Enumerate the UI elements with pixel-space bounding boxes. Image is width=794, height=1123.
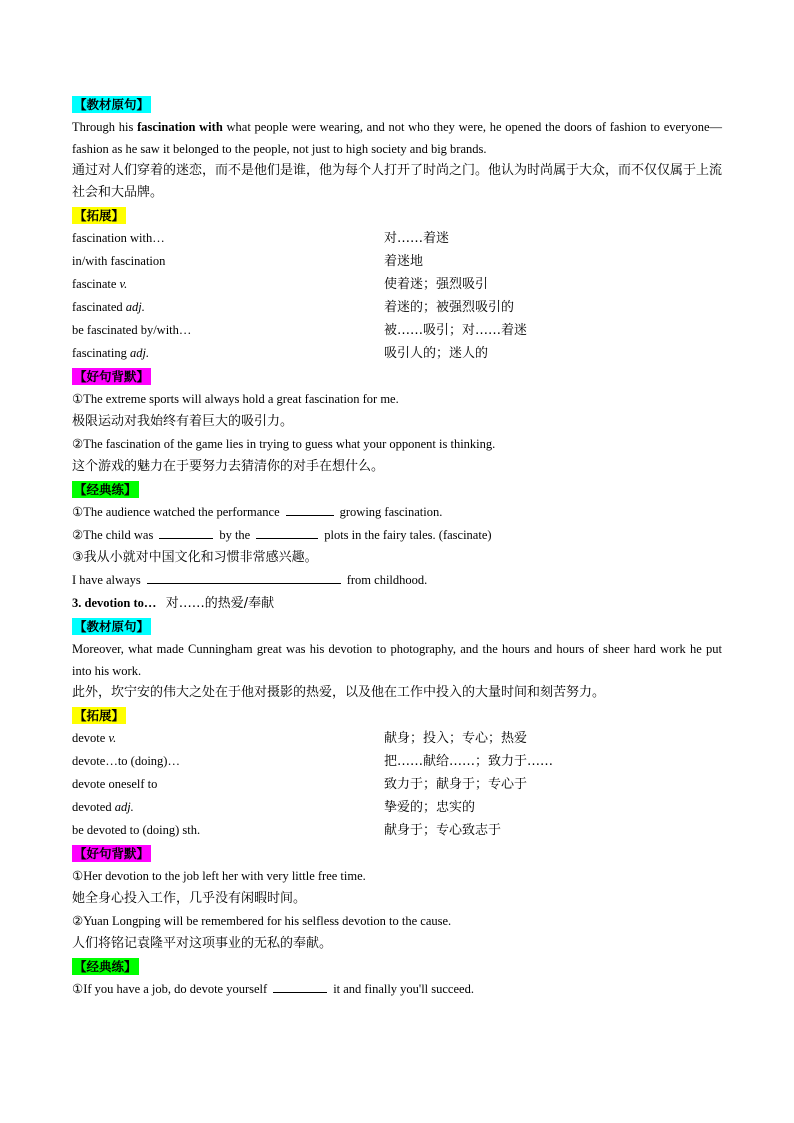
good-sentence-cn: 这个游戏的魅力在于要努力去猜清你的对手在想什么。 (72, 459, 385, 474)
expand-phrase: fascinating adj. (72, 346, 150, 360)
expand-row (72, 796, 722, 819)
tag-expand: 【拓展】 (74, 208, 125, 223)
practice-item: ②The child was by the plots in the fairy tales. (fascinate) (72, 524, 722, 547)
expand-meaning: 献身于；专心致志于 (384, 823, 502, 838)
expand-meaning: 对……着迷 (384, 231, 450, 246)
good-sentence-en: ②Yuan Longping will be remembered for his selfless devotion to the cause. (72, 914, 452, 928)
source-sentence-cn: 此外，坎宁安的伟大之处在于他对摄影的热爱，以及他在工作中投入的大量时间和刻苦努力。 (72, 685, 606, 700)
answer-blank[interactable] (256, 524, 318, 539)
expand-meaning: 献身；投入；专心；热爱 (384, 731, 528, 746)
expand-row (72, 342, 722, 365)
expand-meaning: 把……献给……；致力于…… (384, 754, 554, 769)
expand-row (72, 227, 722, 250)
tag-source-sentence: 【教材原句】 (74, 97, 150, 112)
expand-row (72, 819, 722, 842)
expand-phrase: devoted adj. (72, 800, 134, 814)
practice-item: ①If you have a job, do devote yourself it and finally you'll succeed. (72, 978, 722, 1001)
good-sentence-en: ①Her devotion to the job left her with very little free time. (72, 869, 366, 883)
answer-blank[interactable] (286, 501, 334, 516)
expand-meaning: 着迷的；被强烈吸引的 (384, 300, 515, 315)
expand-row (72, 727, 722, 750)
practice-item-cn: ③我从小就对中国文化和习惯非常感兴趣。 (72, 550, 318, 565)
expand-row (72, 250, 722, 273)
expand-phrase: fascination with… (72, 231, 165, 245)
answer-blank[interactable] (273, 978, 327, 993)
expand-row (72, 773, 722, 796)
good-sentence-cn: 她全身心投入工作，几乎没有闲暇时间。 (72, 891, 307, 906)
answer-blank[interactable] (159, 524, 213, 539)
expand-phrase: fascinated adj. (72, 300, 145, 314)
expand-phrase: devote oneself to (72, 777, 158, 791)
expand-row (72, 273, 722, 296)
good-sentence-en: ①The extreme sports will always hold a great fascination for me. (72, 392, 399, 406)
expand-phrase: fascinate v. (72, 277, 128, 291)
tag-expand: 【拓展】 (74, 708, 125, 723)
section-heading: 3. devotion to… 对……的热爱/奉献 (72, 596, 275, 611)
expand-phrase: be fascinated by/with… (72, 323, 192, 337)
tag-source-sentence: 【教材原句】 (74, 619, 150, 634)
expand-phrase: devote v. (72, 731, 117, 745)
expand-meaning: 致力于；献身于；专心于 (384, 777, 528, 792)
expand-phrase: devote…to (doing)… (72, 754, 180, 768)
tag-good-sentences: 【好句背默】 (74, 369, 150, 384)
expand-meaning: 挚爱的；忠实的 (384, 800, 476, 815)
expand-phrase: in/with fascination (72, 254, 166, 268)
expand-list (72, 727, 722, 842)
good-sentence-cn: 人们将铭记袁隆平对这项事业的无私的奉献。 (72, 936, 333, 951)
tag-practice: 【经典练】 (74, 482, 137, 497)
source-sentence-en: Moreover, what made Cunningham great was his devotion to photography, and the hours and hours of sheer hard work he put into his work. (72, 642, 722, 678)
expand-meaning: 着迷地 (384, 254, 424, 269)
good-sentence-cn: 极限运动对我始终有着巨大的吸引力。 (72, 414, 294, 429)
expand-row (72, 296, 722, 319)
expand-meaning: 使着迷；强烈吸引 (384, 277, 489, 292)
source-sentence-cn: 通过对人们穿着的迷恋，而不是他们是谁，他为每个人打开了时尚之门。他认为时尚属于大众，而不仅仅属于上流社会和大品牌。 (72, 163, 723, 200)
document-page (72, 93, 722, 1001)
tag-practice: 【经典练】 (74, 959, 137, 974)
expand-meaning: 被……吸引；对……着迷 (384, 323, 528, 338)
practice-item: ①The audience watched the performance growing fascination. (72, 501, 722, 524)
source-sentence-en: Through his fascination with what people were wearing, and not who they were, he opened the doors of fashion to everyone—fashion as he saw it belonged to the people, not just to high society and big brands. (72, 120, 723, 156)
expand-phrase: be devoted to (doing) sth. (72, 823, 201, 837)
expand-row (72, 319, 722, 342)
expand-row (72, 750, 722, 773)
expand-meaning: 吸引人的；迷人的 (384, 346, 489, 361)
answer-blank[interactable] (147, 569, 341, 584)
tag-good-sentences: 【好句背默】 (74, 846, 150, 861)
good-sentence-en: ②The fascination of the game lies in trying to guess what your opponent is thinking. (72, 437, 496, 451)
practice-item: I have always from childhood. (72, 569, 722, 592)
expand-list (72, 227, 722, 365)
